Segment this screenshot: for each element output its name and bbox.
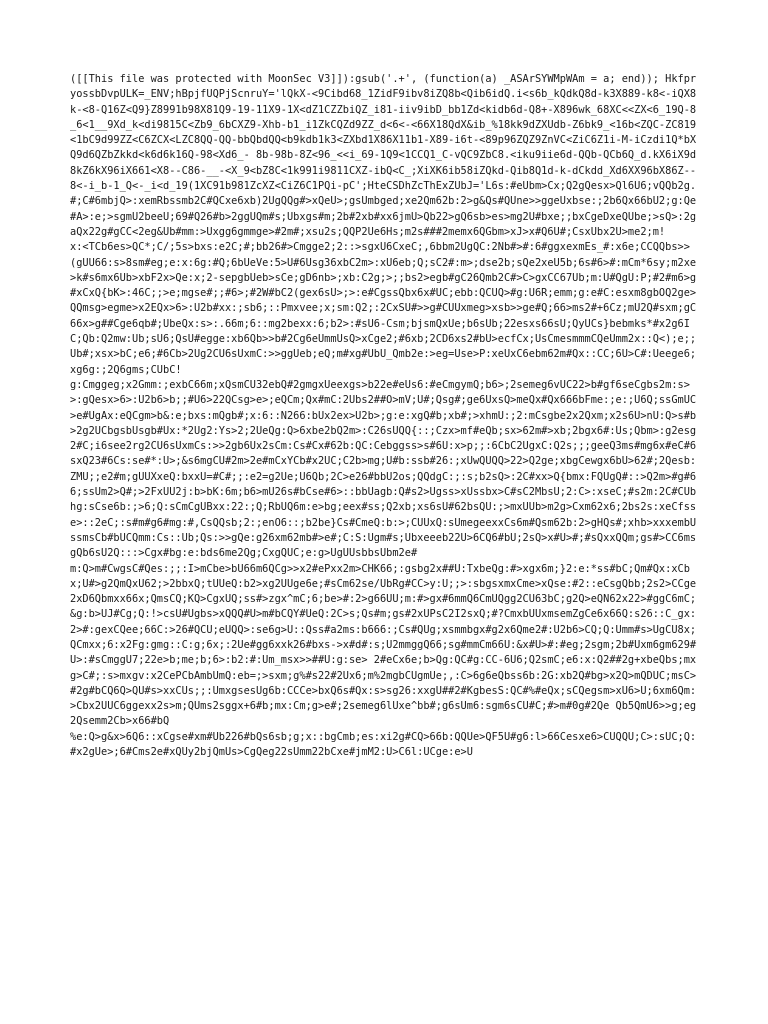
document-page [70, 72, 700, 760]
obfuscated-code-text: ([[This file was protected with MoonSec V3]]):gsub('.+', (function(a) _ASArSYWMpWAm = a; end)); HkfpryossbDvpULK=_ENV;hBpjfUQPjScnruY='lQkX-<9Cibd68_1ZidF9ibv8iZQ8b<Qib6idQ.i<s6b_kQdkQ8d-k3X889-k8<-iQX8k-<8-Q16Z<Q9}Z8991b98X81Q9-19-11X9-1X<dZ1CZZbiQZ_i81-iiv9ibD_bb1Zd<kidb6d-Q8+-X896wk_68XC<<ZX<6_19Q-8_6<1__9Xd_k<di9815C<Zb9_6bCXZ9-Xhb-b1_i1ZkCQZd9ZZ_d<6<-<66X18QdX&ib_%18kk9dZXUdb-Z6bk9_<16b<ZQC-ZC819<1bC9d99ZZ<C6ZCX<LZC8QQ-QQ-bbQbdQQ<b9kdb1k3<ZXbd1X86X11b1-X89-i6t-<89p96ZQZ9ZnVC<ZiC6Z1i-M-iCzdi1Q*bXQ9d6QZbZkkd<k6d6k16Q-98<Xd6_- 8b-98b-8Z<96_<<i_69-1Q9<1CCQ1_C-vQC9ZbC8.<iku9iie6d-QQb-QCb6Q_d.kX6iX9d8kZ6kX96iX661<X8--C86-__-<X_9<bZ8C<1k991i9811CXZ-ibQ<C_;XiXK6ib58iZQkd-Qib8Q1d-k-dCkdd_Xd6XX96bX86Z--8<-i_b-1_Q<-_i<d_19(1XC91b981ZcXZ<CiZ6C1PQi-pC';HteCSDhZcThExZUbJ='L6s:#eUbm>Cx;Q2gQesx>Ql6U6;vQQb2g.#;C#6mbjQ>:xemRbssmb2C#QCxe6xb)2UgQQg#>xQeU>;gsUmbged;xe2Qm62b:2>g&Qs#QUne>>ggeUxbse:;2b6Qx66bU2;g:Qe#A>:e;>sgmU2beeU;69#Q26#b>2ggUQm#s;Ubxgs#m;2b#2xb#xx6jmU>Qb22>gQ6sb>es>mg2U#bxe;;bxCgeDxeQUbe;>sQ>:2gaQx22g#gCC<2eg&Ub#mm:>Uxgg6gmmge>#2m#;xsu2s;QQP2Ue6Hs;m2s###2memx6QGbm>xJ>x#Q6U#;CsxUbx2U>me2;m! x:<TCb6es>QC*;C/;5s>bxs:e2C;#;bb26#>Cmgge2;2::>sgxU6CxeC;,6bbm2UgQC:2Nb#>#:6#ggxexmEs_#:x6e;CCQQbs>>(gUU66:s>8sm#eg;e:x:6g:#Q;6bUeVe:5>U#6Usg36xbC2m>:xU6eb;Q;sC2#:m>;dse2b;sQe2xeU5b;6s#6>#:mCm*6sy;m2xe>k#s6mx6Ub>xbF2x>Qe:x;2-sepgbUeb>sCe;gD6nb>;xb:C2g;>;;bs2>egb#gC26Qmb2C#>C>gxCC67Ub;m:U#QgU:P;#2#m6>g#xCxQ{bK>:46C;;>e;mgse#;;#6>;#2W#bC2(gex6sU>;>:e#CgssQbx6x#UC;ebb:QCUQ>#g:U6R;emm;g:e#C:esxm8gbOQ2ge>QQmsg>egme>x2EQx>6>:U2b#xx:;sb6;::Pmxvee;x;sm:Q2;:2CxSU#>>g#CUUxmeg>xsb>>ge#Q;66>ms2#+6Cz;mU2Q#sxm;gC66x>g##Cge6qb#;UbeQx:s>:.66m;6::mg2bexx:6;b2>:#sU6-Csm;bjsmQxUe;b6sUb;22esxs66sU;QyUCs}bebmks*#x2g6IC;Qb:Q2mw:Ub;sU6;QsU#egge:xb6Qb>>b#2Cg6eUmmUsQ>xCge2;#6xb;2CD6xs2#bU>ecfCx;UsCmesmmmCQeUmm2x::Q<);e;;Ub#;xsx>bC;e6;#6Cb>2Ug2CU6sUxmC:>>ggUeb;eQ;m#xg#UbU_Qmb2e:>eg=Use>P:xeUxC6ebm62m#Qx::CC;6U>C#:Ueege6;xg6g:;2Q6gms;CUbC! g:Cmggeg;x2Gmm:;exbC66m;xQsmCU32ebQ#2gmgxUeexgs>b22e#eUs6:#eCmgymQ;b6>;2semeg6vUC22>b#gf6seCgbs2m:s>>:gQesx>6>:U2b6>b;;#U6>22QCsg>e>;eQCm;Qx#mC:2Ubs2##O>mV;U#;Qsg#;ge6UxsQ>meQx#Qx666bFme:;e:;U6Q;ssGmUC>e#UgAx:eQCgm>b&:e;bxs:mQgb#;x:6::N266:bUx2ex>U2b>;g:e:xgQ#b;xb#;>xhmU:;2:mCsgbe2x2Qxm;x2s6U>nU:Q>s#b>2g2UCbgsbUsgb#Ux:*2Ug2:Ys>2;2UeQg:Q>6xbe2bQ2m>:C26sUQQ{::;Czx>mf#eQb;sx>62m#>xb;2bgx6#:Us;Qbm>:g2esg2#C;i6see2rg2CU6sUxmCs:>>2gb6Ux2sCm:Cs#Cx#62b:QC:Cebggss>s#6U:x>p;;:6CbC2UgxC:Q2s;;;geeQ3ms#mg6x#eC#6sxQ23#6Cs:se#*:U>;&s6mgCU#2m>2e#mCxYCb#x2UC;C2b>mg;U#b:ssb#26:;xUwQUQQ>22>Q2ge;xbgCewgx6bU>62#;2Qesb:ZMU;;e2#m;gUUXxeQ:bxxU=#C#;;:e2=g2Ue;U6Qb;2C>e26#bbU2os;QQdgC:;:s;b2sQ>:2C#xx>Q{bmx:FQUgQ#::>Q2m>#g#66;ssUm2>Q#;>2FxUU2j:b>bK:6m;b6>mU26s#bCse#6>::bbUagb:Q#s2>Ugss>xUssbx>C#sC2MbsU;2:C>:xseC;#s2m:2C#CUbhg:sCse6b:;>6;Q:sCmCgUBxx:22:;Q;RbUQ6m:e>bg;eex#ss;Q2xb;xs6sU#62bsQU:;>mxUUb>m2g>Cxm62x6;2bs2s:xeCfsse>::2eC;:s#m#g6#mg:#,CsQQsb;2:;enO6::;b2be}Cs#CmeQ:b:>;CUUxQ:sUmegeexxCs6m#Qsm62b:2>gHQs#;xhb>xxxembUssmsCb#bUCQmm:Cs::Ub;Qs:>>gQe:g26xm62mb#>e#;C:S:Ugm#s;Ubxeeeb22U>6CQ6#bU;2sQ>x#U>#;#sQxxQQm;gs#>CC6msgQb6sU2Q:::>Cgx#bg:e:bds6me2Qg;CxgQUC;e:g>UgUUsbbsUbm2e# m:Q>m#CwgsC#Qes:;;:I>mCbe>bU66m6QCg>>x2#ePxx2m>CHK66;:gsbg2x##U:TxbeQg:#>xgx6m;}2:e:*ss#bC;Qm#Qx:xCbx;U#>g2QmQxU62;>2bbxQ;tUUeQ:b2>xg2UUge6e;#sCm62se/UbRg#CC>y:U;;>:sbgsxmxCme>xQse:#2::eCsgQbb;2s2>CCge2xD6Qbmxx66x;QmsCQ;KQ>CgxUQ;ss#>zgx^mC;6;be>#:2>g66UU;m:#>gx#6mmQ6CmUQgg2CU63bC;g2Q>eQN62x22>#ggC6mC;&g:b>UJ#Cg;Q:!>csU#Ugbs>xQQQ#U>m#bCQY#UeQ:2C>s;Qs#m;gs#2xUPsC2I2sxQ;#?CmxbUUxmsemZgCe6x66Q:s26::C_gx:2>#:gexCQee;66C:>26#QCU;eUQQ>:se6g>U::Qss#a2ms:b666:;Cs#QUg;xsmmbgx#g2x6Qme2#:U2b6>CQ;Q:Umm#s>UgCU8x;QCmxx;6:x2Fg:gmg::C:g;6x;:2Ue#gg6xxk26#bxs->x#d#:s;U2mmggQ66;sg#mmCm66U:&x#U>#:#eg;2sgm;2b#Uxm6gm629#U>:#sCmggU7;22e>b;me;b;6>:b2:#:Um_msx>>##U:g:se> 2#eCx6e;b>Qg:QC#g:CC-6U6;Q2smC;e6:x:Q2##2g+xbeQbs;mxg>C#;:s>mxgv:x2CePCbAmbUmQ:eb=;>sxm;g%#s22#2Ux6;m%2mgbCUgmUe;,:C>6g6eQbss6b:2G:xb2Q#bg>x2Q>mQDUC;msC>#2g#bCQ6Q>QU#s>xxCUs;;:UmxgsesUg6b:CCCe>bxQ6s#Qx:s>sg26:xxgU##2#KgbesS:QC#%#eQx;sCQegsm>xU6>U;6xm6Qm:>Cbx2UUC6ggexx2s>m;QUms2sggx+6#b;mx:Cm;g>e#;2semeg6lUxe^bb#;g6sUm6:sgm6sCU#C;#>m#0g#2Qe Qb5QmU6>>g;eg2Qsemm2Cb>x66#bQ %e:Q>g&x>6Q6::xCgse#xm#Ub226#bQs6sb;g;x::bgCmb;es:xi2g#CQ>66b:QQUe>QF5U#g6:l>66Cesxe6>CUQQU;C>:sUC;Q:#x2gUe>;6#Cms2e#xQUy2bjQmUs>CgQeg22sUmm22bCxe#jmM2:U>C6l:UCge:e>U [70, 73, 697, 759]
